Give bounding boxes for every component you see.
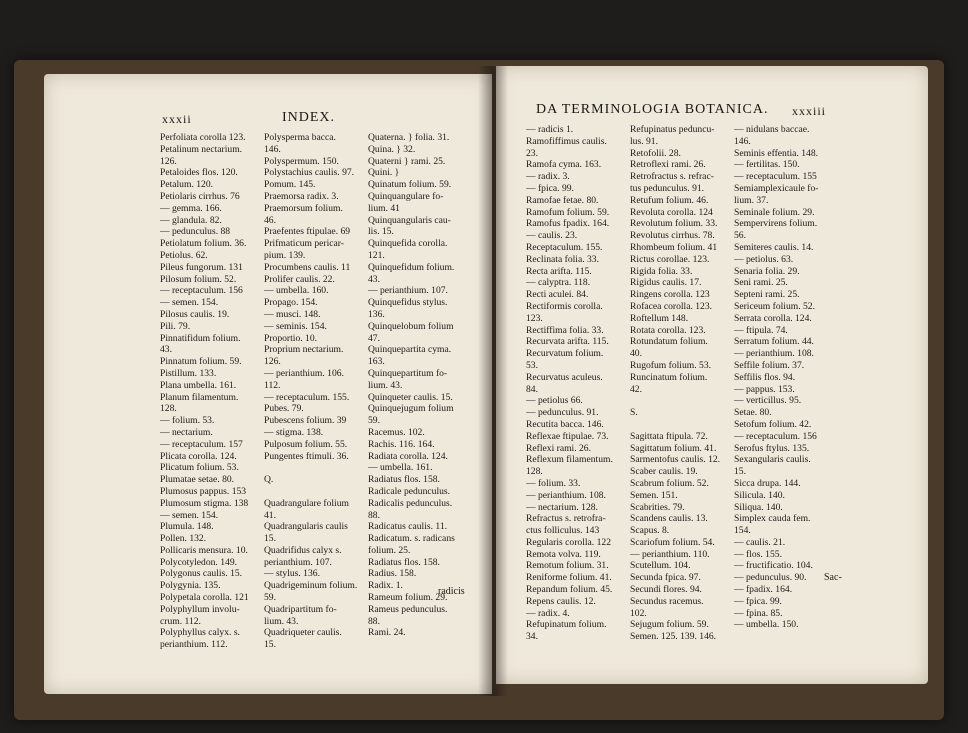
index-entry: — glandula. 82. xyxy=(160,214,222,226)
index-entry: Senaria folia. 29. xyxy=(734,265,800,277)
index-entry: Repandum folium. 45. xyxy=(526,584,613,596)
index-entry: 34. xyxy=(526,631,538,643)
index-entry: — stylus. 136. xyxy=(264,568,320,580)
index-entry: — receptaculum. 155 xyxy=(734,171,817,183)
index-entry: 84. xyxy=(526,383,538,395)
index-entry: Revolutus cirrhus. 78. xyxy=(630,230,715,242)
index-entry: Pili. 79. xyxy=(160,320,191,332)
index-entry: 46. xyxy=(264,214,276,226)
index-entry: Propago. 154. xyxy=(264,297,318,309)
index-entry: Plumosus pappus. 153 xyxy=(160,485,247,497)
index-entry: — seminis. 154. xyxy=(264,320,327,332)
index-entry: Radiata corolla. 124. xyxy=(368,450,448,462)
index-entry: Petalinum nectarium. xyxy=(160,143,243,155)
index-entry: 136. xyxy=(368,308,385,320)
index-entry: Revoluta corolla. 124 xyxy=(630,206,713,218)
index-entry: Proportio. 10. xyxy=(264,332,318,344)
index-entry xyxy=(734,631,832,643)
index-entry: Semiamplexicaule fo- xyxy=(734,182,819,194)
index-entry xyxy=(734,643,832,655)
index-entry: Recta arifta. 115. xyxy=(526,265,592,277)
index-entry: 121. xyxy=(368,249,385,261)
index-entry xyxy=(630,395,728,407)
index-entry: crum. 112. xyxy=(160,615,201,627)
index-entry: Retufum folium. 46. xyxy=(630,194,709,206)
index-entry: Refupinatum folium. xyxy=(526,619,607,631)
left-page-number: xxxii xyxy=(162,112,192,126)
index-entry: 146. xyxy=(734,135,751,147)
index-entry: lium. 41 xyxy=(368,202,400,214)
index-entry: — semen. 154. xyxy=(160,509,219,521)
index-entry: Rofacea corolla. 123. xyxy=(630,300,713,312)
right-column-1 xyxy=(526,124,624,655)
left-column-3 xyxy=(368,132,466,651)
index-entry: — receptaculum. 156 xyxy=(160,285,243,297)
index-entry: Pomum. 145. xyxy=(264,179,316,191)
index-entry: Rotata corolla. 123. xyxy=(630,324,706,336)
index-entry: Ramofiffimus caulis. xyxy=(526,135,607,147)
index-entry: Prifmaticum pericar- xyxy=(264,238,344,250)
index-entry: Scabrities. 79. xyxy=(630,501,685,513)
index-entry: Sagittata ftipula. 72. xyxy=(630,430,708,442)
index-entry: Silicula. 140. xyxy=(734,489,785,501)
index-entry: Quadrifidus calyx s. xyxy=(264,544,342,556)
index-entry: 59. xyxy=(368,415,380,427)
index-entry: perianthium. 107. xyxy=(264,556,332,568)
index-entry: Quinquepartita cyma. xyxy=(368,344,452,356)
index-entry: Quadrangulare folium xyxy=(264,497,349,509)
index-entry: 41. xyxy=(264,509,276,521)
index-entry: Pubescens folium. 39 xyxy=(264,415,347,427)
index-entry: Pungentes ftimuli. 36. xyxy=(264,450,349,462)
index-entry: — caulis. 23. xyxy=(526,230,578,242)
index-entry: Quadrigeminum folium. xyxy=(264,580,358,592)
index-entry: Roftellum 148. xyxy=(630,312,689,324)
index-entry: — petiolus 66. xyxy=(526,395,583,407)
index-entry: 128. xyxy=(160,403,177,415)
index-entry: — umbella. 160. xyxy=(264,285,329,297)
left-index-columns xyxy=(160,132,466,651)
index-entry: Rectiffima folia. 33. xyxy=(526,324,604,336)
index-entry: tus pedunculus. 91. xyxy=(630,182,705,194)
index-entry: Pulposum folium. 55. xyxy=(264,438,348,450)
index-entry: Quinquepartitum fo- xyxy=(368,367,448,379)
index-entry: Serrata corolla. 124. xyxy=(734,312,812,324)
index-entry: 15. xyxy=(734,466,746,478)
index-entry: Seminis effentia. 148. xyxy=(734,147,819,159)
index-entry: Quinquejugum folium xyxy=(368,403,454,415)
index-entry: Prolifer caulis. 22. xyxy=(264,273,335,285)
index-entry: — gemma. 166. xyxy=(160,202,222,214)
index-entry: — verticillus. 95. xyxy=(734,395,802,407)
index-entry: Petaloides flos. 120. xyxy=(160,167,238,179)
index-entry: — fpadix. 164. xyxy=(734,584,793,596)
index-entry: Simplex cauda fem. xyxy=(734,513,811,525)
index-entry: Polyphyllus calyx. s. xyxy=(160,627,240,639)
index-entry: Rotundatum folium. xyxy=(630,336,708,348)
index-entry: Radicalis pedunculus. xyxy=(368,497,453,509)
index-entry: 59. xyxy=(264,592,276,604)
index-entry: Scandens caulis. 13. xyxy=(630,513,708,525)
index-entry: Quadriqueter caulis. xyxy=(264,627,342,639)
index-entry: Radix. 1. xyxy=(368,580,403,592)
index-entry: Petiolus. 62. xyxy=(160,249,208,261)
index-entry: Rigida folia. 33. xyxy=(630,265,693,277)
index-entry: Pilosus caulis. 19. xyxy=(160,308,230,320)
index-entry: Rameus pedunculus. xyxy=(368,603,448,615)
index-entry: Rachis. 116. 164. xyxy=(368,438,435,450)
index-entry: 56. xyxy=(734,230,746,242)
index-entry: — radix. 3. xyxy=(526,171,570,183)
index-entry: — fertilitas. 150. xyxy=(734,159,800,171)
index-entry: 43. xyxy=(160,344,172,356)
index-entry: — petiolus. 63. xyxy=(734,253,794,265)
index-entry: — folium. 33. xyxy=(526,477,581,489)
index-entry: Semen. 125. 139. 146. xyxy=(630,631,717,643)
index-entry: Seffile folium. 37. xyxy=(734,359,805,371)
index-entry: Sempervirens folium. xyxy=(734,218,818,230)
index-entry: Serratum folium. 44. xyxy=(734,336,814,348)
index-entry: Praefentes ftipulae. 69 xyxy=(264,226,351,238)
index-entry: Proprium nectarium. xyxy=(264,344,344,356)
index-entry: Retofolii. 28. xyxy=(630,147,681,159)
index-entry: Receptaculum. 155. xyxy=(526,241,603,253)
index-entry: Scapus. 8. xyxy=(630,525,670,537)
index-entry: 40. xyxy=(630,348,642,360)
index-entry: — folium. 53. xyxy=(160,415,215,427)
index-entry: Quinquangulare fo- xyxy=(368,190,444,202)
index-entry: Radius. 158. xyxy=(368,568,417,580)
index-entry: 23. xyxy=(526,147,538,159)
right-column-2 xyxy=(630,124,728,655)
index-entry: 154. xyxy=(734,525,751,537)
index-entry: 15. xyxy=(264,533,276,545)
left-page-header: INDEX. xyxy=(282,110,336,125)
index-entry: — caulis. 21. xyxy=(734,536,786,548)
index-entry: Pistillum. 133. xyxy=(160,367,217,379)
index-entry: Sagittatum folium. 41. xyxy=(630,442,717,454)
index-entry: — pedunculus. 88 xyxy=(160,226,231,238)
index-entry: Secundus racemus. xyxy=(630,595,704,607)
index-entry: Procumbens caulis. 11 xyxy=(264,261,351,273)
index-entry: folium. 25. xyxy=(368,544,411,556)
index-entry: Pinnatum folium. 59. xyxy=(160,356,242,368)
index-entry: Repens caulis. 12. xyxy=(526,595,596,607)
left-column-1 xyxy=(160,132,258,651)
index-entry: Polysperma bacca. xyxy=(264,132,336,143)
index-entry: 123. xyxy=(526,312,543,324)
index-entry: ctus folliculus. 143 xyxy=(526,525,600,537)
index-entry: Quinquefidus stylus. xyxy=(368,297,448,309)
index-entry: Plicatum folium. 53. xyxy=(160,462,239,474)
index-entry: Quinquangularis cau- xyxy=(368,214,451,226)
index-entry: Pollen. 132. xyxy=(160,533,207,545)
index-entry: 146. xyxy=(264,143,281,155)
index-entry xyxy=(264,462,362,474)
index-entry: — nectarium. xyxy=(160,426,213,438)
index-entry: Seni rami. 25. xyxy=(734,277,788,289)
index-entry: Rigidus caulis. 17. xyxy=(630,277,702,289)
index-entry: Radiatus flos. 158. xyxy=(368,474,440,486)
index-entry: Radiatus flos. 158. xyxy=(368,556,440,568)
index-entry: Plumosum stigma. 138 xyxy=(160,497,249,509)
index-entry: — musci. 148. xyxy=(264,308,321,320)
index-entry: Sexangularis caulis. xyxy=(734,454,811,466)
index-entry: Quina. } 32. xyxy=(368,143,416,155)
index-entry: Setae. 80. xyxy=(734,407,772,419)
index-entry: Reflexi rami. 26. xyxy=(526,442,592,454)
index-entry: Scariofum folium. 54. xyxy=(630,536,715,548)
index-entry: Recti aculei. 84. xyxy=(526,289,589,301)
index-entry: Revolutum folium. 33. xyxy=(630,218,718,230)
index-entry: Plicata corolla. 124. xyxy=(160,450,237,462)
right-catchword: Sac- xyxy=(824,572,842,583)
index-entry: Praemorsum folium. xyxy=(264,202,343,214)
index-entry: Rhombeum folium. 41 xyxy=(630,241,718,253)
index-entry: Pollicaris mensura. 10. xyxy=(160,544,248,556)
left-column-2 xyxy=(264,132,362,651)
index-entry: Retrofractus s. refrac- xyxy=(630,171,714,183)
index-entry xyxy=(630,419,728,431)
index-entry: — perianthium. 107. xyxy=(368,285,448,297)
index-entry: — umbella. 161. xyxy=(368,462,433,474)
index-entry: 102. xyxy=(630,607,647,619)
index-entry: Quinquelobum folium xyxy=(368,320,454,332)
index-entry: Petiolatum folium. 36. xyxy=(160,238,247,250)
index-entry: — calyptra. 118. xyxy=(526,277,591,289)
index-entry: Quaterni } rami. 25. xyxy=(368,155,446,167)
index-entry: Polycotyledon. 149. xyxy=(160,556,238,568)
index-entry: Ramofus fpadix. 164. xyxy=(526,218,610,230)
index-entry: — receptaculum. 156 xyxy=(734,430,817,442)
index-entry: — pappus. 153. xyxy=(734,383,795,395)
index-entry: Polypetala corolla. 121 xyxy=(160,592,249,604)
index-entry: Quini. } xyxy=(368,167,400,179)
index-entry: — nectarium. 128. xyxy=(526,501,598,513)
index-entry: Polyphyllum involu- xyxy=(160,603,240,615)
index-entry: Ramofum folium. 59. xyxy=(526,206,610,218)
index-entry: — pedunculus. 91. xyxy=(526,407,599,419)
right-page xyxy=(496,66,928,684)
index-entry: Recurvatus aculeus. xyxy=(526,371,603,383)
index-entry: Quinatum folium. 59. xyxy=(368,179,452,191)
index-entry: Recutita bacca. 146. xyxy=(526,418,604,430)
index-entry: Scaber caulis. 19. xyxy=(630,466,698,478)
index-entry: Polygonus caulis. 15. xyxy=(160,568,243,580)
index-entry: Quadrangularis caulis xyxy=(264,521,348,533)
index-entry: Sericeum folium. 52. xyxy=(734,300,815,312)
index-entry: 47. xyxy=(368,332,380,344)
index-entry: Ringens corolla. 123 xyxy=(630,289,710,301)
index-entry: lus. 91. xyxy=(630,135,658,147)
index-entry: Regularis corolla. 122 xyxy=(526,536,611,548)
index-entry: Siliqua. 140. xyxy=(734,501,783,513)
index-entry: Planum filamentum. xyxy=(160,391,239,403)
index-entry: Secunda fpica. 97. xyxy=(630,572,701,584)
index-entry: Serofus ftylus. 135. xyxy=(734,442,810,454)
index-entry: — fpina. 85. xyxy=(734,607,783,619)
index-entry: Reniforme folium. 41. xyxy=(526,572,612,584)
index-entry: Quaterna. } folia. 31. xyxy=(368,132,450,143)
index-entry: — semen. 154. xyxy=(160,297,219,309)
index-entry: Rectiformis corolla. xyxy=(526,300,603,312)
index-entry: Semiteres caulis. 14. xyxy=(734,241,814,253)
index-entry: Runcinatum folium. xyxy=(630,371,708,383)
index-entry: Sarmentofus caulis. 12. xyxy=(630,454,721,466)
index-entry: Plumatae setae. 80. xyxy=(160,474,235,486)
index-entry: Sicca drupa. 144. xyxy=(734,477,801,489)
index-entry: — radicis 1. xyxy=(526,124,574,135)
right-index-columns xyxy=(526,124,832,655)
left-page xyxy=(44,74,492,694)
index-entry: — perianthium. 106. xyxy=(264,367,344,379)
index-entry: Racemus. 102. xyxy=(368,426,425,438)
index-entry: Remota volva. 119. xyxy=(526,548,601,560)
index-entry: 128. xyxy=(526,466,543,478)
index-entry: Septeni rami. 25. xyxy=(734,289,800,301)
index-entry: Quinqueter caulis. 15. xyxy=(368,391,453,403)
right-page-header: DA TERMINOLOGIA BOTANICA. xyxy=(536,102,769,117)
index-entry: Reflexae ftipulae. 73. xyxy=(526,430,609,442)
index-entry: — pedunculus. 90. xyxy=(734,572,807,584)
index-entry: Refractus s. retrofra- xyxy=(526,513,606,525)
index-entry: Plumula. 148. xyxy=(160,521,214,533)
index-entry: 126. xyxy=(264,356,281,368)
index-entry: Refupinatus peduncu- xyxy=(630,124,715,135)
right-column-3 xyxy=(734,124,832,655)
index-entry: Pinnatifidum folium. xyxy=(160,332,241,344)
index-entry: 88. xyxy=(368,509,380,521)
index-entry: Radicatum. s. radicans xyxy=(368,533,455,545)
index-entry: Quadripartitum fo- xyxy=(264,603,337,615)
index-entry: 42. xyxy=(630,383,642,395)
index-entry: Retroflexi rami. 26. xyxy=(630,159,706,171)
index-entry: — receptaculum. 157 xyxy=(160,438,243,450)
index-entry: Pilosum folium. 52. xyxy=(160,273,237,285)
index-entry: Scabrum folium. 52. xyxy=(630,477,709,489)
index-entry: — ftipula. 74. xyxy=(734,324,788,336)
index-entry: Pubes. 79. xyxy=(264,403,304,415)
index-entry: — radix. 4. xyxy=(526,607,570,619)
index-entry: — fpica. 99. xyxy=(526,182,574,194)
index-entry: 126. xyxy=(160,155,177,167)
index-entry: Recurvata arifta. 115. xyxy=(526,336,609,348)
index-entry: perianthium. 112. xyxy=(160,639,228,651)
index-entry: — perianthium. 110. xyxy=(630,548,710,560)
index-entry: 53. xyxy=(526,359,538,371)
index-entry: lium. 43. xyxy=(264,615,299,627)
index-entry: Reclinata folia. 33. xyxy=(526,253,599,265)
index-entry: Sejugum folium. 59. xyxy=(630,619,709,631)
index-entry: Rictus corollae. 123. xyxy=(630,253,710,265)
left-catchword: radicis xyxy=(438,586,465,597)
index-entry: pium. 139. xyxy=(264,249,306,261)
index-entry: Polyspermum. 150. xyxy=(264,155,339,167)
index-entry: Semen. 151. xyxy=(630,489,678,501)
index-entry: — nidulans baccae. xyxy=(734,124,810,135)
index-entry: 15. xyxy=(264,639,276,651)
index-entry: Rugofum folium. 53. xyxy=(630,359,712,371)
index-entry: Praemorsa radix. 3. xyxy=(264,190,339,202)
index-entry: Remotum folium. 31. xyxy=(526,560,609,572)
index-entry: Radicatus caulis. 11. xyxy=(368,521,448,533)
index-entry: 88. xyxy=(368,615,380,627)
index-entry: Setofum folium. 42. xyxy=(734,418,812,430)
index-entry: lium. 43. xyxy=(368,379,403,391)
index-entry: Recurvatum folium. xyxy=(526,348,604,360)
index-entry: lium. 37. xyxy=(734,194,769,206)
index-entry: Q. xyxy=(264,474,274,486)
index-entry: 163. xyxy=(368,356,385,368)
index-entry: — perianthium. 108. xyxy=(526,489,606,501)
index-entry: Quinquefida corolla. xyxy=(368,238,448,250)
index-entry: Rami. 24. xyxy=(368,627,406,639)
index-entry: — fructificatio. 104. xyxy=(734,560,813,572)
index-entry xyxy=(368,639,466,651)
index-entry: S. xyxy=(630,407,638,419)
index-entry: Rameum folium. 29. xyxy=(368,592,448,604)
index-entry: Petiolaris cirrhus. 76 xyxy=(160,190,240,202)
index-entry: Ramofa cyma. 163. xyxy=(526,159,602,171)
index-entry: Polygynia. 135. xyxy=(160,580,221,592)
index-entry: — fpica. 99. xyxy=(734,595,782,607)
index-entry: Pileus fungorum. 131 xyxy=(160,261,243,273)
index-entry: — receptaculum. 155. xyxy=(264,391,350,403)
index-entry: 43. xyxy=(368,273,380,285)
index-entry: Seminale folium. 29. xyxy=(734,206,815,218)
index-entry: Petalum. 120. xyxy=(160,179,214,191)
index-entry: Scutellum. 104. xyxy=(630,560,691,572)
index-entry: — umbella. 150. xyxy=(734,619,799,631)
index-entry: Radicale pedunculus. xyxy=(368,485,451,497)
index-entry: lis. 15. xyxy=(368,226,394,238)
index-entry: Secundi flores. 94. xyxy=(630,584,702,596)
index-entry xyxy=(264,486,362,498)
index-entry: 112. xyxy=(264,379,281,391)
index-entry: Quinquefidum folium. xyxy=(368,261,455,273)
index-entry: Polystachius caulis. 97. xyxy=(264,167,355,179)
index-entry: Reflexum filamentum. xyxy=(526,454,613,466)
index-entry: — perianthium. 108. xyxy=(734,348,814,360)
right-page-number: xxxiii xyxy=(792,104,827,118)
index-entry: — flos. 155. xyxy=(734,548,782,560)
index-entry: Plana umbella. 161. xyxy=(160,379,237,391)
index-entry: Ramofae fetae. 80. xyxy=(526,194,599,206)
index-entry: Perfoliata corolla 123. xyxy=(160,132,246,143)
index-entry: — stigma. 138. xyxy=(264,426,324,438)
index-entry: Seffilis flos. 94. xyxy=(734,371,796,383)
